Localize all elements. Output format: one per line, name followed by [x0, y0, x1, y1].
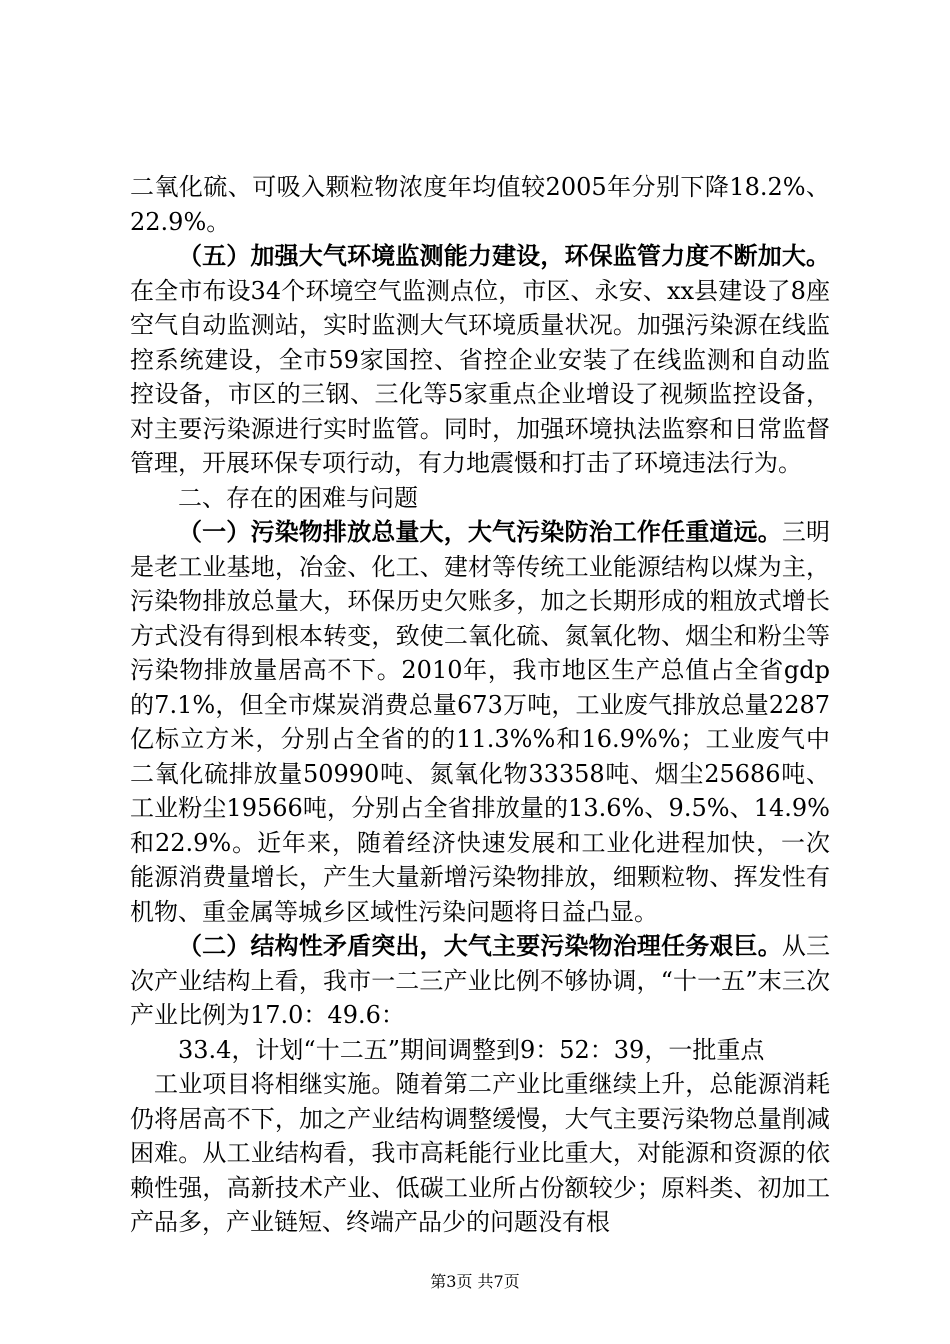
paragraph-5 — [130, 1033, 830, 1068]
section-heading: （二）结构性矛盾突出，大气主要污染物治理任务艰巨。 — [178, 931, 782, 960]
paragraph-4 — [130, 929, 830, 1033]
paragraph-6 — [130, 1067, 830, 1240]
paragraph-text: 工业项目将相继实施。随着第二产业比重继续上升，总能源消耗仍将居高不下，加之产业结构调整缓慢，大气主要污染物总量削减困难。从工业结构看，我市高耗能行业比重大，对能源和资源的依赖性强，高新技术产业、低碳工业所占份额较少；原料类、初加工产品多，产业链短、终端产品少的问题没有根 — [130, 1070, 830, 1236]
paragraph-3 — [130, 515, 830, 929]
paragraph-text: 33.4，计划“十二五”期间调整到9：52：39，一批重点 — [178, 1035, 765, 1064]
section-heading: （一）污染物排放总量大，大气污染防治工作任重道远。 — [178, 517, 782, 546]
paragraph-text: 在全市布设34个环境空气监测点位，市区、永安、xx县建设了8座空气自动监测站，实时监测大气环境质量状况。加强污染源在线监控系统建设，全市59家国控、省控企业安装了在线监测和自动监控设备，市区的三钢、三化等5家重点企业增设了视频监控设备，对主要污染源进行实时监管。同时，加强环境执法监察和日常监督管理，开展环保专项行动，有力地震慑和打击了环境违法行为。 — [130, 276, 830, 477]
paragraph-text: 二氧化硫、可吸入颗粒物浓度年均值较2005年分别下降18.2%、22.9%。 — [130, 173, 830, 236]
page-footer — [0, 1272, 950, 1292]
paragraph-text: 三明是老工业基地，冶金、化工、建材等传统工业能源结构以煤为主，污染物排放总量大，环保历史欠账多，加之长期形成的粗放式增长方式没有得到根本转变，致使二氧化硫、氮氧化物、烟尘和粉尘等污染物排放量居高不下。2010年，我市地区生产总值占全省gdp的7.1%，但全市煤炭消费总量673万吨，工业废气排放总量2287亿标立方米，分别占全省的的11.3%%和16.9%%；工业废气中二氧化硫排放量50990吨、氮氧化物33358吨、烟尘25686吨、工业粉尘19566吨，分别占全省排放量的13.6%、9.5%、14.9%和22.9%。近年来，随着经济快速发展和工业化进程加快，一次能源消费量增长，产生大量新增污染物排放，细颗粒物、挥发性有机物、重金属等城乡区域性污染问题将日益凸显。 — [130, 518, 831, 926]
page-number: 第3页 共7页 — [430, 1272, 520, 1291]
section-title-text: 二、存在的困难与问题 — [178, 483, 418, 512]
section-title — [130, 481, 830, 516]
document-body — [130, 170, 830, 1240]
paragraph-text: 从三次产业结构上看，我市一二三产业比例不够协调，“十一五”末三次产业比例为17.0：49.6： — [130, 932, 831, 1029]
paragraph-2 — [130, 239, 830, 481]
section-heading: （五）加强大气环境监测能力建设，环保监管力度不断加大。 — [178, 241, 830, 270]
paragraph-1 — [130, 170, 830, 239]
